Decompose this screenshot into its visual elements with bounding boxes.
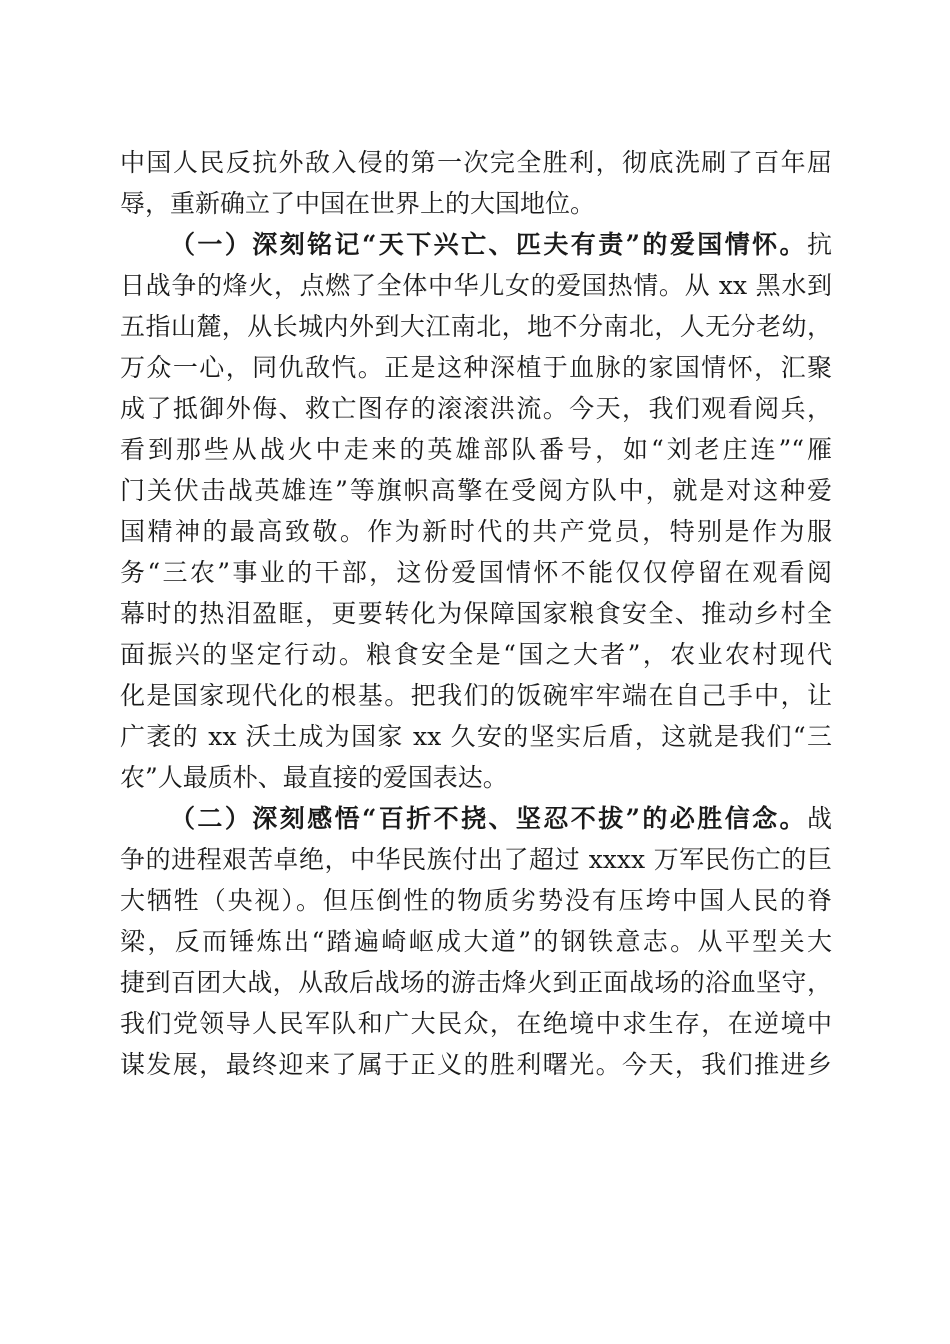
- text-line: 谋发展，最终迎来了属于正义的胜利曙光。今天，我们推进乡: [120, 1050, 832, 1079]
- section-heading-one: （一）深刻铭记“天下兴亡、匹夫有责”的爱国情怀。: [170, 230, 807, 259]
- text-line: 中国人民反抗外敌入侵的第一次完全胜利，彻底洗刷了百年屈: [120, 148, 832, 177]
- text-line: 捷到百团大战，从敌后战场的游击烽火到正面战场的浴血坚守，: [120, 968, 832, 997]
- text-line: 广袤的 xx 沃土成为国家 xx 久安的坚实后盾，这就是我们“三: [120, 722, 832, 751]
- text-line: 农”人最质朴、最直接的爱国表达。: [120, 763, 508, 792]
- text-line: 梁，反而锤炼出“踏遍崎岖成大道”的钢铁意志。从平型关大: [120, 927, 832, 956]
- text-line: 务“三农”事业的干部，这份爱国情怀不能仅仅停留在观看阅: [120, 558, 832, 587]
- text-line: 幕时的热泪盈眶，更要转化为保障国家粮食安全、推动乡村全: [120, 599, 832, 628]
- text-line: 五指山麓，从长城内外到大江南北，地不分南北，人无分老幼，: [120, 312, 832, 341]
- text-line: 万众一心，同仇敌忾。正是这种深植于血脉的家国情怀，汇聚: [120, 353, 832, 382]
- section-heading-two: （二）深刻感悟“百折不挠、坚忍不拔”的必胜信念。: [170, 804, 807, 833]
- text-line: 看到那些从战火中走来的英雄部队番号，如“刘老庄连”“雁: [120, 435, 832, 464]
- text-line: 国精神的最高致敬。作为新时代的共产党员，特别是作为服: [120, 517, 832, 546]
- text-line: 我们党领导人民军队和广大民众，在绝境中求生存，在逆境中: [120, 1009, 832, 1038]
- document-body: [120, 142, 832, 1085]
- text-line: 日战争的烽火，点燃了全体中华儿女的爱国热情。从 xx 黑水到: [120, 271, 832, 300]
- section-heading-line: [120, 224, 832, 265]
- text-line: 争的进程艰苦卓绝，中华民族付出了超过 xxxx 万军民伤亡的巨: [120, 845, 832, 874]
- text-line: 面振兴的坚定行动。粮食安全是“国之大者”，农业农村现代: [120, 640, 832, 669]
- heading-line-tail: 战: [806, 804, 832, 833]
- text-line: 成了抵御外侮、救亡图存的滚滚洪流。今天，我们观看阅兵，: [120, 394, 832, 423]
- text-line: 辱，重新确立了中国在世界上的大国地位。: [120, 189, 596, 218]
- section-heading-line: [120, 798, 832, 839]
- text-line: 化是国家现代化的根基。把我们的饭碗牢牢端在自己手中，让: [120, 681, 832, 710]
- heading-line-tail: 抗: [806, 230, 832, 259]
- text-line: 门关伏击战英雄连”等旗帜高擎在受阅方队中，就是对这种爱: [120, 476, 832, 505]
- text-line: 大牺牲（央视）。但压倒性的物质劣势没有压垮中国人民的脊: [120, 886, 832, 915]
